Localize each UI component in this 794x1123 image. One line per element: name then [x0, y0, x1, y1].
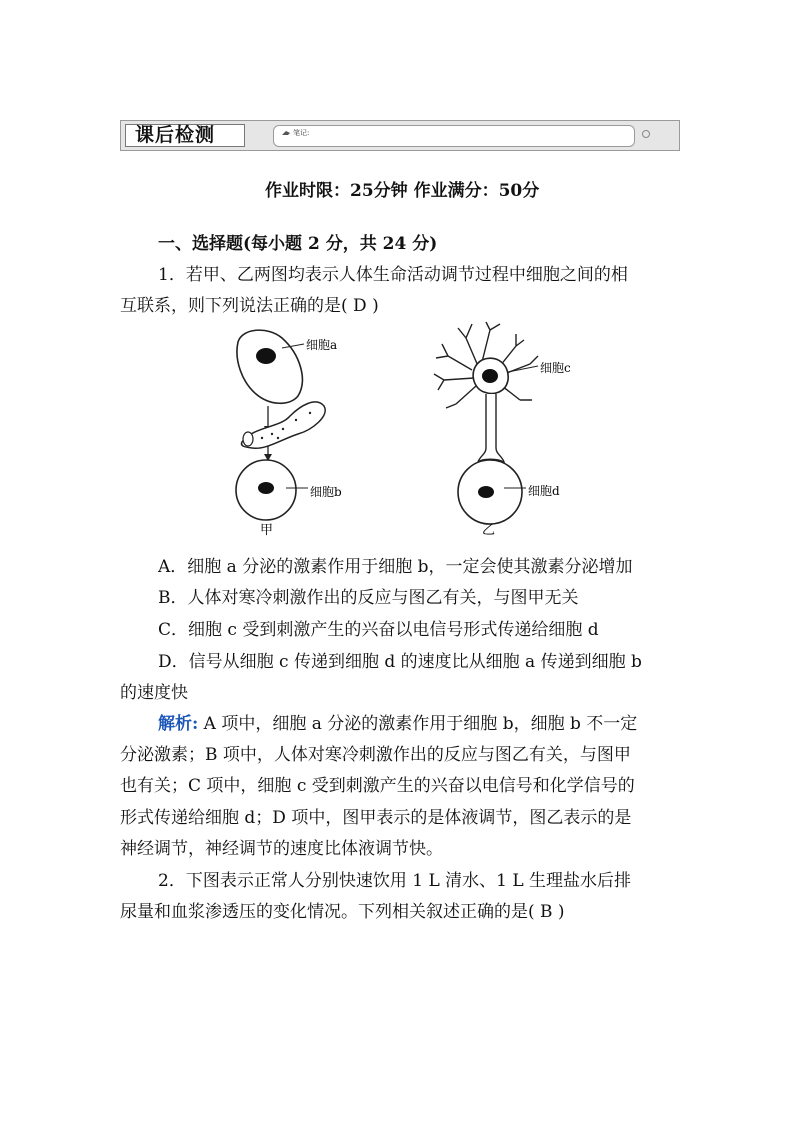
- q1-stem-line2: 互联系，则下列说法正确的是( D ): [120, 296, 379, 316]
- time-limit: 作业时限：25分钟 作业满分：50分: [265, 181, 540, 201]
- cell-b-nucleus: [258, 482, 274, 494]
- q2-stem-line2: 尿量和血浆渗透压的变化情况。下列相关叙述正确的是( B ): [120, 902, 565, 922]
- blood-vessel: [241, 402, 325, 448]
- q1-analysis-line5: 神经调节，神经调节的速度比体液调节快。: [120, 839, 443, 859]
- cell-d-label: 细胞d: [528, 484, 560, 498]
- q1-analysis-line2: 分泌激素；B 项中，人体对寒冷刺激作出的反应与图乙有关，与图甲: [120, 745, 631, 765]
- q1-stem-line1: 1．若甲、乙两图均表示人体生命活动调节过程中细胞之间的相: [158, 265, 628, 285]
- section-heading: 一、选择题(每小题 2 分，共 24 分): [158, 234, 438, 254]
- banner-title: 课后检测: [125, 124, 245, 147]
- analysis-label: 解析:: [158, 714, 199, 734]
- header-banner: [120, 120, 680, 151]
- q1-option-d-line2: 的速度快: [120, 683, 188, 703]
- cell-a-shape: [237, 330, 302, 403]
- q1-option-b: B．人体对寒冷刺激作出的反应与图乙有关，与图甲无关: [158, 588, 579, 608]
- q2-stem-line1: 2．下图表示正常人分别快速饮用 1 L 清水、1 L 生理盐水后排: [158, 871, 632, 891]
- cell-a-nucleus: [256, 348, 276, 364]
- cell-c-label: 细胞c: [540, 361, 571, 375]
- q1-analysis-line4: 形式传递给细胞 d；D 项中，图甲表示的是体液调节，图乙表示的是: [120, 808, 632, 828]
- note-box: [273, 125, 635, 147]
- axon: [478, 394, 504, 462]
- q1-option-d-line1: D．信号从细胞 c 传递到细胞 d 的速度比从细胞 a 传递到细胞 b: [158, 652, 642, 672]
- figure-label-right: 乙: [482, 523, 496, 538]
- q1-option-c: C．细胞 c 受到刺激产生的兴奋以电信号形式传递给细胞 d: [158, 620, 599, 640]
- figure-label-left: 甲: [260, 523, 274, 538]
- q1-analysis-line3: 也有关；C 项中，细胞 c 受到刺激产生的兴奋以电信号和化学信号的: [120, 776, 635, 796]
- q1-option-a: A．细胞 a 分泌的激素作用于细胞 b，一定会使其激素分泌增加: [158, 557, 633, 577]
- cell-b-label: 细胞b: [310, 485, 342, 499]
- cell-c-nucleus: [482, 369, 498, 383]
- analysis-text: A 项中，细胞 a 分泌的激素作用于细胞 b，细胞 b 不一定: [198, 714, 638, 734]
- pencil-icon: [282, 130, 291, 136]
- cell-a-label: 细胞a: [306, 338, 338, 352]
- note-label: 笔记:: [293, 129, 310, 137]
- banner-end-icon: [641, 129, 651, 139]
- q1-analysis-line1: [158, 709, 637, 734]
- cell-d-nucleus: [478, 486, 494, 498]
- cell-communication-figure: [220, 320, 600, 540]
